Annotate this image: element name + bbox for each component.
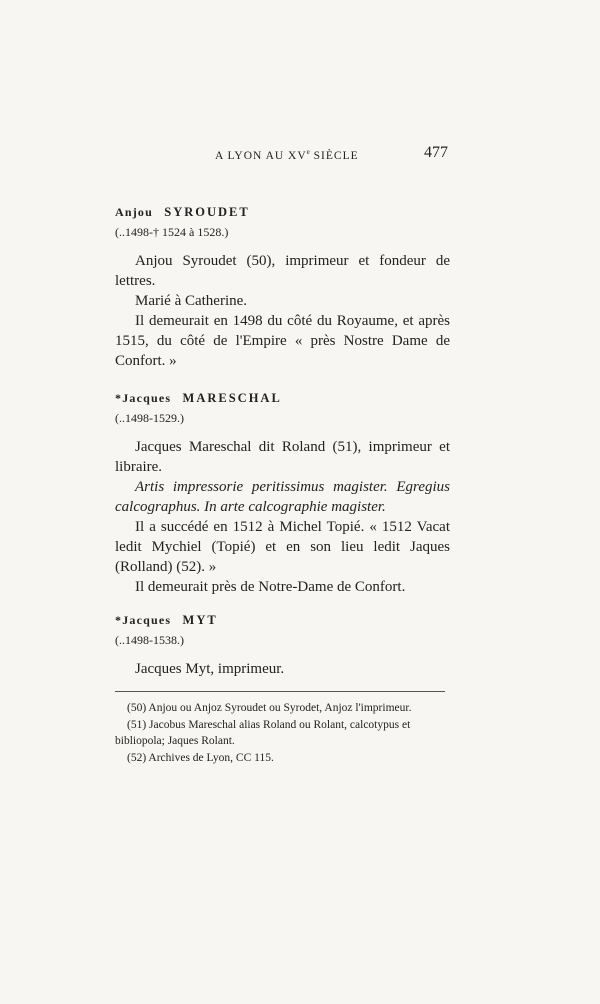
footnote-rule	[115, 691, 445, 692]
entry-heading	[115, 610, 450, 630]
entry-heading	[115, 388, 450, 408]
entry-first-name: Anjou	[115, 205, 154, 219]
running-title: A LYON AU XVe SIÈCLE	[215, 148, 359, 162]
paragraph: Il demeurait près de Notre-Dame de Confort.	[135, 579, 406, 595]
entry-dates: (..1498-1529.)	[115, 411, 184, 425]
paragraph: Marié à Catherine.	[135, 293, 248, 309]
footnote: (50) Anjou ou Anjoz Syroudet ou Syrodet, Anjoz l'imprimeur.	[127, 702, 412, 714]
entry-syroudet	[115, 202, 450, 371]
paragraph: Il demeurait en 1498 du côté du Royaume, et après 1515, du côté de l'Empire « près Nostre Dame de Confort. »	[115, 313, 450, 369]
paragraph: Il a succédé en 1512 à Michel Topié. « 1512 Vacat ledit Mychiel (Topié) et en son lieu ledit Jaques (Rolland) (52). »	[115, 519, 450, 575]
footnote: (51) Jacobus Mareschal alias Roland ou Rolant, calcotypus et bibliopola; Jaques Rolant.	[115, 718, 411, 747]
paragraph: Anjou Syroudet (50), imprimeur et fondeur de lettres.	[115, 253, 450, 289]
paragraph: Jacques Mareschal dit Roland (51), imprimeur et libraire.	[115, 439, 450, 475]
page-number: 477	[424, 144, 448, 161]
entry-heading	[115, 202, 450, 222]
running-head	[115, 144, 450, 168]
entry-surname: MARESCHAL	[182, 391, 282, 405]
entry-myt	[115, 610, 450, 679]
entry-mareschal	[115, 388, 450, 597]
entry-surname: MYT	[182, 613, 218, 627]
entry-first-name: *Jacques	[115, 613, 172, 627]
entry-dates: (..1498-† 1524 à 1528.)	[115, 225, 229, 239]
footnote: (52) Archives de Lyon, CC 115.	[127, 751, 274, 764]
paragraph-latin: Artis impressorie peritissimus magister. Egregius calcographus. In arte calcographie magister.	[115, 479, 450, 515]
entry-dates: (..1498-1538.)	[115, 633, 184, 647]
footnotes	[115, 700, 450, 766]
paragraph: Jacques Myt, imprimeur.	[135, 661, 285, 677]
entry-first-name: *Jacques	[115, 391, 172, 405]
entry-surname: SYROUDET	[164, 205, 250, 219]
